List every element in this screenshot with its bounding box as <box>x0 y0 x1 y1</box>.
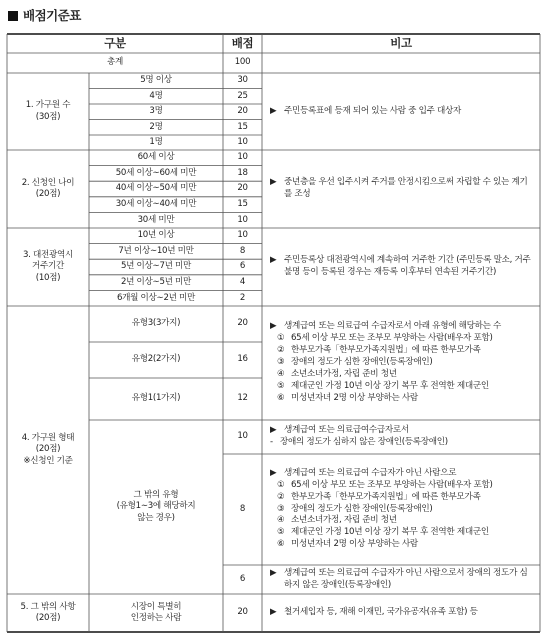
section-other-label: 5. 그 밖의 사항 (20점) <box>20 601 76 623</box>
table-row-item: 50세 이상∼60세 미만 <box>115 167 197 178</box>
section-applicant-age-label: 2. 신청인 나이 (20점) <box>21 177 75 199</box>
table-row-score: 10 <box>237 214 248 225</box>
total-score: 100 <box>234 57 251 68</box>
table-row-score: 20 <box>237 607 248 618</box>
other-10-note: ▶ 생계급여 또는 의료급여수급자로서 - 장애의 정도가 심하지 않은 장애인(등록장애인) <box>270 425 448 447</box>
table-row-score: 10 <box>237 230 248 241</box>
table-row-score: 10 <box>237 136 248 147</box>
table-row-score: 20 <box>237 183 248 194</box>
table-row-item: 30세 미만 <box>137 214 175 225</box>
table-row-item: 1명 <box>149 136 163 147</box>
table-row-item: 5명 이상 <box>140 75 172 86</box>
table-row-item: 10년 이상 <box>137 230 175 241</box>
table-row-score: 8 <box>239 245 246 256</box>
table-row-item: 4명 <box>149 90 163 101</box>
table-row-score: 25 <box>237 90 248 101</box>
header-remarks: 비고 <box>390 36 412 51</box>
table-row-score: 10 <box>237 431 248 442</box>
section-other-note: ▶ 철거세입자 등, 재해 이재민, 국가유공자(유족 포함) 등 <box>270 607 478 618</box>
table-row-item: 유형1(1가지) <box>131 393 181 404</box>
table-row-score: 6 <box>239 261 246 272</box>
other-8-note: ▶ 생계급여 또는 의료급여 수급자가 아닌 사람으로 ① 65세 이상 부모 또는 조부모 부양하는 사람(배우자 포함) ② 한부모가족「한부모가족지원법」에 따른 한부모가족 ③ 장애의 정도가 심한 장애인(등록장애인) ④ 소년소녀가정, 자립 준비 청년 ⑤ 제대군인 가정 10년 이상 장기 복무 후 전역한 제대군인 ⑥ 미성년자녀 2명 이상 부양하는 사람 <box>270 467 493 550</box>
other-types-label: 그 밖의 유형 (유형1∼3에 해당하지 않는 경우) <box>116 490 196 523</box>
section-applicant-age-note: ▶ 중년층을 우선 입주시켜 주거를 안정시킴으로써 자립할 수 있는 계기를 조성 <box>270 177 528 199</box>
section-household-size-label: 1. 가구원 수 (30점) <box>25 100 71 122</box>
section-household-size-note: ▶ 주민등록표에 등재 되어 있는 사람 중 입주 대상자 <box>270 105 462 116</box>
header-category: 구분 <box>104 36 126 51</box>
table-row-score: 4 <box>239 277 246 287</box>
total-label: 총계 <box>106 57 123 68</box>
table-row-score: 8 <box>239 503 246 514</box>
section-residence-period-label: 3. 대전광역시 거주기간 (10점) <box>22 250 74 283</box>
page-title: 배점기준표 <box>8 6 81 24</box>
table-row-item: 5년 이상∼7년 미만 <box>120 261 192 272</box>
table-row-item: 60세 이상 <box>137 152 175 163</box>
types-note: ▶ 생계급여 또는 의료급여 수급자로서 아래 유형에 해당하는 수 ① 65세 이상 부모 또는 조부모 부양하는 사람(배우자 포함) ② 한부모가족「한부모가족지원법」에 따른 한부모가족 ③ 장애의 정도가 심한 장애인(등록장애인) ④ 소년소녀가정, 자립 준비 청년 ⑤ 제대군인 가정 10년 이상 장기 복무 후 전역한 제대군인 ⑥ 미성년자녀 2명 이상 부양하는 사람 <box>270 321 502 403</box>
table-row-item: 40세 이상∼50세 미만 <box>115 183 197 194</box>
table-row-score: 16 <box>237 354 248 365</box>
table-row-item: 2년 이상∼5년 미만 <box>120 277 192 287</box>
table-row-score: 15 <box>237 199 248 209</box>
table-row-item: 유형3(3가지) <box>131 318 181 329</box>
table-row-score: 10 <box>237 152 248 163</box>
header-score: 배점 <box>231 36 254 51</box>
table-row-item: 30세 이상∼40세 미만 <box>115 199 197 209</box>
table-row-item: 6개월 이상∼2년 미만 <box>116 292 196 303</box>
table-row-score: 18 <box>237 167 248 178</box>
table-row-score: 2 <box>239 292 246 303</box>
section-residence-period-note: ▶ 주민등록상 대전광역시에 계속하여 거주한 기간 (주민등록 말소, 거주 불명 등이 등록된 경우는 재등록 이후부터 연속된 거주기간) <box>270 255 531 277</box>
table-row-item: 3명 <box>149 106 163 117</box>
table-row-score: 6 <box>239 573 246 584</box>
section-household-type-label: 4. 가구원 형태 (20점) ※신청인 기준 <box>21 433 75 466</box>
table-row-item: 시장이 특별히 인정하는 사람 <box>130 601 182 623</box>
table-row-item: 유형2(2가지) <box>131 354 181 365</box>
table-row-score: 15 <box>237 121 248 132</box>
table-row-score: 20 <box>237 318 248 329</box>
table-row-score: 30 <box>237 75 248 86</box>
table-row-score: 20 <box>237 106 248 117</box>
table-row-score: 12 <box>237 393 248 404</box>
table-row-item: 7년 이상∼10년 미만 <box>118 245 194 256</box>
other-6-note: ▶ 생계급여 또는 의료급여 수급자가 아닌 사람으로서 장애의 정도가 심하지 않은 장애인(등록장애인) <box>270 567 528 590</box>
table-row-item: 2명 <box>149 121 163 132</box>
